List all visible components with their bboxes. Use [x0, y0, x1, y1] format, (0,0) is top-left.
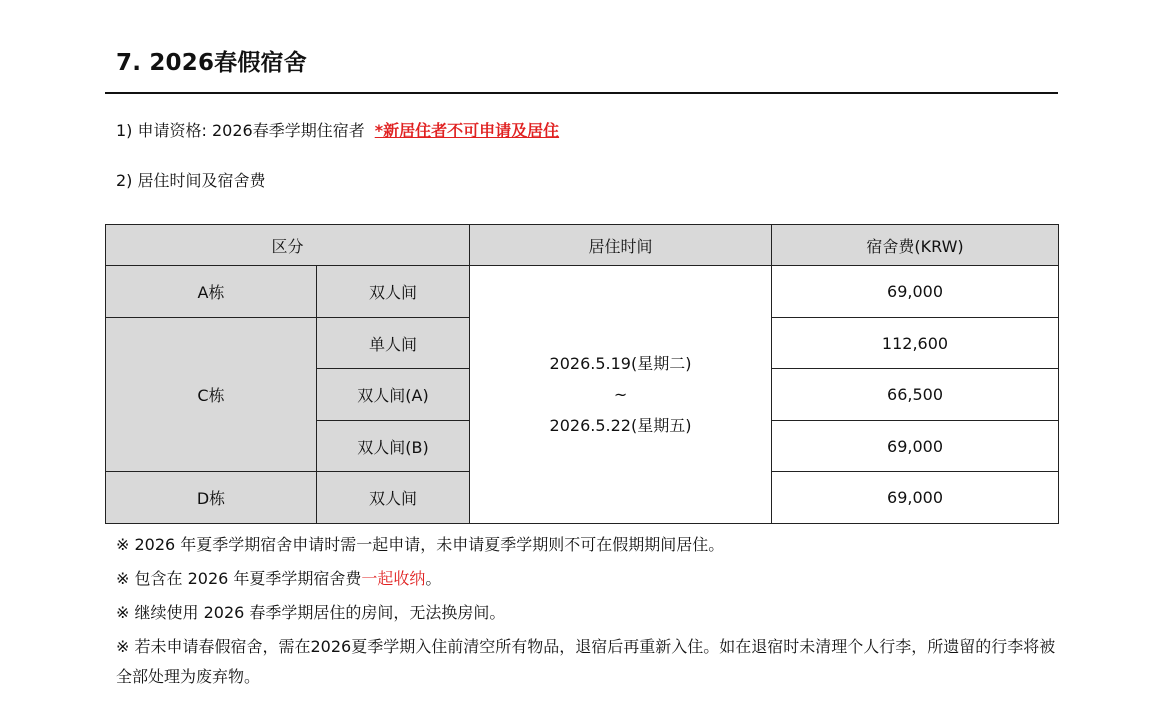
- eligibility-line: [116, 118, 559, 141]
- period-separator: ~: [613, 385, 628, 405]
- header-fee: 宿舍费(KRW): [772, 225, 1059, 266]
- eligibility-label: 1) 申请资格: 2026春季学期住宿者: [116, 121, 365, 140]
- header-category: 区分: [106, 225, 470, 266]
- eligibility-warning: *新居住者不可申请及居住: [374, 121, 560, 140]
- table-header-row: [106, 225, 1059, 266]
- note-clear-belongings: ※ 若未申请春假宿舍，需在2026夏季学期入住前清空所有物品，退宿后再重新入住。如在退宿时未清理个人行李，所遗留的行李将被全部处理为废弃物。: [116, 637, 1056, 686]
- period-start: 2026.5.19(星期二): [549, 354, 692, 374]
- dorm-fee-table: [105, 224, 1059, 524]
- section-title: 7. 2026春假宿舍: [116, 50, 307, 76]
- header-period: 居住时间: [470, 225, 772, 266]
- room-type: 双人间(B): [317, 420, 470, 472]
- title-divider: [105, 92, 1058, 94]
- note-fee-highlight: 一起收纳: [361, 569, 426, 588]
- building-d: D栋: [106, 472, 317, 524]
- building-c: C栋: [106, 317, 317, 472]
- fee-value: 69,000: [772, 266, 1059, 318]
- period-end: 2026.5.22(星期五): [549, 416, 692, 436]
- residence-period: [470, 266, 772, 524]
- fee-value: 66,500: [772, 369, 1059, 421]
- note-summer-application: ※ 2026 年夏季学期宿舍申请时需一起申请，未申请夏季学期则不可在假期期间居住。: [116, 535, 725, 554]
- note-same-room: ※ 继续使用 2026 春季学期居住的房间，无法换房间。: [116, 603, 506, 622]
- fee-value: 69,000: [772, 472, 1059, 524]
- fee-value: 112,600: [772, 317, 1059, 369]
- note-fee-end: 。: [425, 569, 442, 588]
- table-row: [106, 266, 1059, 318]
- period-fee-label: 2) 居住时间及宿舍费: [116, 171, 266, 190]
- room-type: 双人间: [317, 266, 470, 318]
- note-fee-included: [116, 564, 1056, 594]
- room-type: 双人间: [317, 472, 470, 524]
- note-fee-text: ※ 包含在 2026 年夏季学期宿舍费: [116, 569, 362, 588]
- room-type: 单人间: [317, 317, 470, 369]
- building-a: A栋: [106, 266, 317, 318]
- fee-value: 69,000: [772, 420, 1059, 472]
- room-type: 双人间(A): [317, 369, 470, 421]
